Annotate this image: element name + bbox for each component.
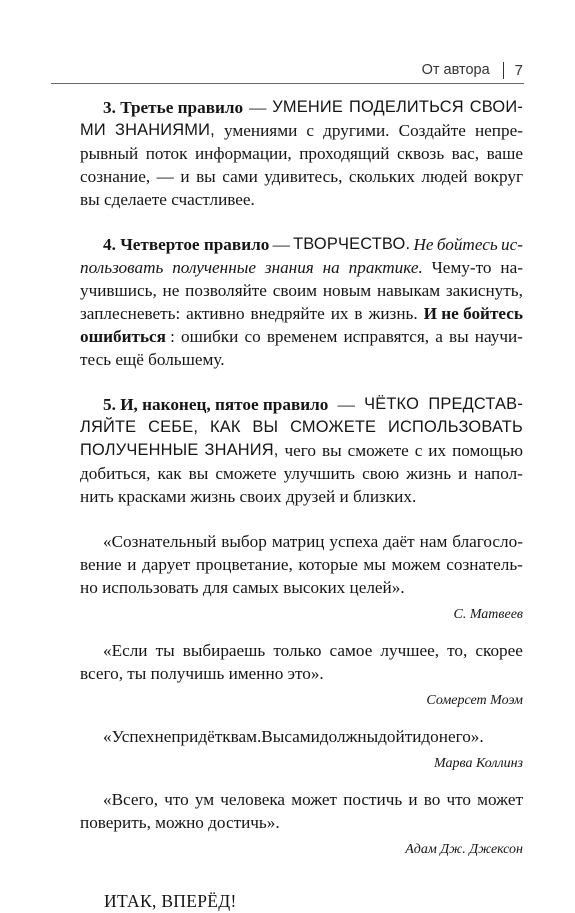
- word: «Успех: [103, 727, 155, 746]
- word: как: [157, 464, 182, 483]
- word: ТВОРЧЕСТВО.: [293, 235, 411, 253]
- word: ошибки: [181, 327, 239, 346]
- word: матриц: [271, 532, 325, 551]
- quote-1: [80, 530, 523, 599]
- word: вение: [80, 555, 122, 574]
- word: умениями: [224, 121, 298, 140]
- word: заплесневеть:: [80, 304, 181, 323]
- word: ПОДЕЛИТЬСЯ: [348, 98, 464, 116]
- word: поверить, можно достичь».: [80, 813, 280, 832]
- word: которые: [298, 555, 358, 574]
- word: ваше: [486, 144, 523, 163]
- word: учившись,: [80, 281, 157, 300]
- word: МИ: [80, 121, 106, 139]
- word: непре-: [474, 121, 523, 140]
- rule-3-paragraph: [80, 96, 523, 211]
- word: «Если: [103, 641, 148, 660]
- word: до: [421, 727, 439, 746]
- page-number: 7: [514, 61, 523, 79]
- word: вас,: [451, 144, 480, 163]
- rule-5-paragraph: [80, 393, 523, 508]
- text-line: [80, 439, 523, 462]
- word: их: [428, 441, 447, 460]
- word: «Всего,: [103, 790, 159, 809]
- quote-3: [80, 725, 523, 748]
- word: мы: [363, 555, 386, 574]
- word: к: [222, 727, 231, 746]
- text-line: [80, 302, 523, 325]
- word: новым: [322, 281, 372, 300]
- word: что: [446, 790, 471, 809]
- word: тесь ещё большему.: [80, 350, 225, 369]
- word: знания: [264, 258, 314, 277]
- word: «Сознательный: [103, 532, 217, 551]
- word: всего, ты получишь именно это».: [80, 664, 324, 683]
- word: только: [273, 641, 322, 660]
- word: сознатель-: [446, 555, 523, 574]
- word: полученные: [172, 258, 256, 277]
- word: в: [354, 304, 363, 323]
- word: человека: [220, 790, 286, 809]
- text-line: [80, 279, 523, 302]
- word: ПРЕДСТАВ-: [428, 395, 523, 413]
- word: рывный: [80, 144, 139, 163]
- text-line: [80, 416, 523, 439]
- word: вы: [196, 167, 216, 186]
- text-line: [80, 576, 523, 599]
- word: не: [154, 727, 172, 746]
- text-line: [80, 256, 523, 279]
- word: чего: [284, 441, 317, 460]
- header-rule: [51, 83, 524, 84]
- word: дарует: [142, 555, 191, 574]
- word: и: [127, 555, 137, 574]
- word: процветание,: [195, 555, 293, 574]
- word: И не бойтесь: [423, 304, 523, 323]
- section-title: От автора: [421, 62, 490, 78]
- word: придёт: [171, 727, 223, 746]
- word: лучшее,: [380, 641, 440, 660]
- word: практике.: [348, 258, 423, 277]
- word: даёт: [383, 532, 415, 551]
- text-line: [80, 119, 523, 142]
- text-line: [80, 393, 523, 416]
- word: дойти: [378, 727, 422, 746]
- word: —: [337, 395, 355, 414]
- word: активно: [186, 304, 245, 323]
- word: постичь: [343, 790, 403, 809]
- word: их: [330, 304, 349, 323]
- word: 3. Третье правило: [103, 98, 244, 117]
- word: него».: [438, 727, 484, 746]
- word: другими.: [323, 121, 390, 140]
- quote-2: [80, 639, 523, 685]
- word: добиться,: [80, 464, 151, 483]
- word: сознание,: [80, 167, 151, 186]
- word: с: [306, 121, 315, 140]
- text-line: [80, 142, 523, 165]
- word: выбор: [221, 532, 267, 551]
- word: —: [156, 167, 174, 186]
- word: самое: [329, 641, 373, 660]
- word: помощью: [452, 441, 523, 460]
- word: сможете: [347, 441, 409, 460]
- word: на: [322, 258, 340, 277]
- word: то,: [447, 641, 468, 660]
- word: что: [164, 790, 189, 809]
- word: со: [244, 327, 261, 346]
- word: —: [272, 235, 290, 254]
- word: СЕБЕ,: [148, 418, 199, 436]
- word: жизнь.: [368, 304, 418, 323]
- word: ИСПОЛЬЗОВАТЬ: [388, 418, 523, 436]
- word: Не: [413, 235, 434, 254]
- text-line: [80, 165, 523, 188]
- word: и: [408, 790, 418, 809]
- word: вы: [321, 441, 342, 460]
- word: ум: [194, 790, 215, 809]
- text-line: [80, 530, 523, 553]
- quote-3-author: Марва Коллинз: [434, 756, 523, 771]
- word: благосло-: [452, 532, 523, 551]
- word: Создайте: [398, 121, 466, 140]
- word: выбираешь: [182, 641, 266, 660]
- word: 4. Четвертое правило: [103, 235, 270, 254]
- quote-1-author: С. Матвеев: [453, 607, 523, 622]
- text-line: [80, 348, 523, 371]
- word: скорее: [475, 641, 523, 660]
- word: ис-: [500, 235, 523, 254]
- text-line: [80, 188, 523, 211]
- text-line: [80, 96, 523, 119]
- word: своим: [272, 281, 318, 300]
- quote-4-author: Адам Дж. Джексон: [405, 842, 523, 857]
- running-header: [422, 59, 523, 81]
- word: пользовать: [80, 258, 164, 277]
- word: навыкам: [376, 281, 441, 300]
- word: напол-: [474, 464, 523, 483]
- word: не: [162, 281, 180, 300]
- word: СМОЖЕТЕ: [290, 418, 377, 436]
- word: ЧЁТКО: [364, 395, 420, 413]
- word: жизнь: [406, 464, 452, 483]
- word: скольких: [348, 167, 415, 186]
- header-separator: [503, 62, 504, 79]
- word: свою: [362, 464, 400, 483]
- word: вы сделаете счастливее.: [80, 190, 255, 209]
- word: вокруг: [474, 167, 523, 186]
- word: улучшить: [283, 464, 355, 483]
- word: может: [291, 790, 338, 809]
- word: СВОИ-: [469, 98, 523, 116]
- word: вы: [448, 327, 469, 346]
- word: —: [249, 98, 267, 117]
- word: во: [423, 790, 441, 809]
- word: ЗНАНИЯ,: [204, 441, 279, 459]
- word: вы: [188, 464, 209, 483]
- word: :: [170, 327, 175, 346]
- word: КАК: [209, 418, 241, 436]
- word: закиснуть,: [445, 281, 523, 300]
- word: нить красками жизнь своих друзей и близких.: [80, 487, 417, 506]
- quote-2-author: Сомерсет Моэм: [426, 693, 523, 708]
- word: сами: [222, 167, 258, 186]
- word: можем: [391, 555, 441, 574]
- text-line: [80, 639, 523, 662]
- word: должны: [319, 727, 379, 746]
- word: временем: [266, 327, 338, 346]
- word: ЗНАНИЯМИ,: [114, 121, 215, 139]
- word: научи-: [474, 327, 523, 346]
- word: с: [414, 441, 423, 460]
- word: ПОЛУЧЕННЫЕ: [80, 441, 199, 459]
- quote-4: [80, 788, 523, 834]
- word: ВЫ: [252, 418, 279, 436]
- word: а: [435, 327, 443, 346]
- word: Чему-то: [431, 258, 492, 277]
- word: внедряйте: [250, 304, 325, 323]
- word: бойтесь: [436, 235, 498, 254]
- word: проходящий: [299, 144, 390, 163]
- word: исправятся,: [343, 327, 430, 346]
- word: и: [180, 167, 190, 186]
- word: людей: [421, 167, 468, 186]
- text-line: [80, 811, 523, 834]
- closing-line: ИТАК, ВПЕРЁД!: [104, 891, 237, 911]
- word: вам.: [230, 727, 262, 746]
- word: УМЕНИЕ: [272, 98, 343, 116]
- text-line: [80, 553, 523, 576]
- word: но использовать для самых высоких целей».: [80, 578, 405, 597]
- word: Вы: [261, 727, 285, 746]
- word: сквозь: [396, 144, 445, 163]
- page-body: [80, 96, 523, 913]
- word: сможете: [215, 464, 277, 483]
- word: 5. И, наконец, пятое правило: [103, 395, 329, 414]
- word: сами: [284, 727, 320, 746]
- text-line: [80, 462, 523, 485]
- word: на-: [500, 258, 523, 277]
- text-line: [80, 662, 523, 685]
- word: ты: [155, 641, 175, 660]
- word: ЛЯЙТЕ: [80, 418, 137, 436]
- word: позволяйте: [185, 281, 267, 300]
- text-line: [80, 725, 523, 748]
- word: поток: [145, 144, 188, 163]
- word: удивитесь,: [264, 167, 343, 186]
- word: может: [477, 790, 523, 809]
- text-line: [80, 325, 523, 348]
- text-line: [80, 485, 523, 508]
- word: нам: [419, 532, 448, 551]
- text-line: [80, 233, 523, 256]
- word: информации,: [194, 144, 292, 163]
- rule-4-paragraph: [80, 233, 523, 371]
- text-line: [80, 788, 523, 811]
- word: ошибиться: [80, 327, 166, 346]
- word: и: [458, 464, 468, 483]
- word: успеха: [329, 532, 379, 551]
